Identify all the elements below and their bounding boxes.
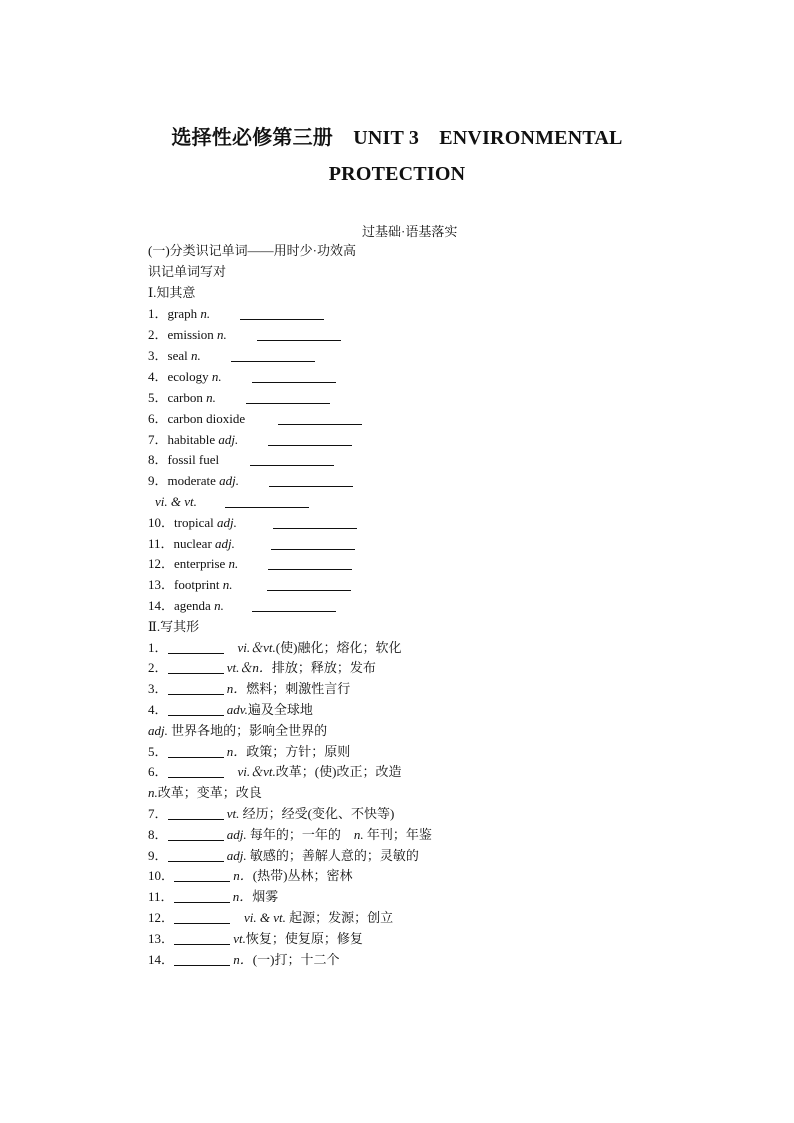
vocab-item: [148, 368, 336, 386]
item-meaning: 改革；(使)改正；改造: [275, 764, 402, 779]
vocab-item: [148, 389, 330, 407]
item-meaning: 经历；经受(变化、不快等): [239, 806, 395, 821]
item-number: 4．: [148, 369, 168, 384]
item-number: 4．: [148, 702, 168, 717]
section-subheading: 识记单词写对: [148, 264, 227, 279]
item-meaning: 排放；释放；发布: [271, 660, 376, 675]
spelling-item: [148, 888, 278, 906]
item-number: 13．: [148, 931, 175, 946]
vocab-item: [148, 535, 355, 553]
item-pos: adj.: [226, 848, 247, 863]
item-pos: n．: [226, 744, 247, 759]
answer-blank[interactable]: [278, 410, 362, 425]
item-pos: vi. & vt.: [155, 494, 197, 509]
item-number: 5．: [148, 390, 168, 405]
item-number: 1．: [148, 640, 168, 655]
item-number: 1．: [148, 306, 168, 321]
item-pos: adj.: [216, 515, 237, 530]
item-word: seal: [167, 348, 188, 363]
item-word: carbon: [167, 390, 203, 405]
answer-blank[interactable]: [168, 805, 224, 820]
item-word: habitable: [167, 432, 216, 447]
vocab-item: [148, 514, 357, 532]
spelling-item: [148, 763, 401, 781]
item-number: 11．: [148, 536, 174, 551]
part2-title: Ⅱ.写其形: [148, 619, 200, 634]
item-number: 8．: [148, 827, 168, 842]
answer-blank[interactable]: [174, 888, 230, 903]
item-number: 12．: [148, 556, 175, 571]
answer-blank[interactable]: [168, 659, 224, 674]
vocab-item: [148, 472, 353, 490]
answer-blank[interactable]: [269, 472, 353, 487]
item-pos: n.: [148, 785, 158, 800]
spelling-item: [148, 743, 350, 761]
item-pos: adj.: [219, 473, 240, 488]
vocab-item: [148, 347, 315, 365]
item-meaning: 政策；方针；原则: [246, 744, 351, 759]
item-word: moderate: [167, 473, 216, 488]
item-pos: adj.: [215, 536, 235, 551]
item-word: carbon dioxide: [167, 411, 246, 426]
item-number: 5．: [148, 744, 168, 759]
item-number: 9．: [148, 848, 168, 863]
item-pos: n.: [217, 327, 227, 342]
item-pos: adj.: [226, 827, 247, 842]
item-word: enterprise: [174, 556, 226, 571]
item-pos: adv.: [226, 702, 248, 717]
vocab-item: [155, 493, 309, 511]
answer-blank[interactable]: [271, 535, 355, 550]
item-word: graph: [167, 306, 198, 321]
spelling-item-cont: [148, 784, 262, 802]
answer-blank[interactable]: [168, 763, 224, 778]
spelling-item: [148, 847, 419, 865]
spelling-item: [148, 951, 339, 969]
item-pos-2: n.: [353, 827, 364, 842]
item-number: 7．: [148, 806, 168, 821]
item-pos: n.: [214, 598, 224, 613]
item-pos: vt.: [233, 931, 246, 946]
answer-blank[interactable]: [168, 743, 224, 758]
answer-blank[interactable]: [174, 951, 230, 966]
item-pos: n.: [228, 556, 239, 571]
item-number: 10．: [148, 868, 175, 883]
spelling-item: [148, 805, 394, 823]
spelling-item: [148, 680, 350, 698]
item-pos: n．: [233, 868, 253, 883]
item-meaning: (一)打；十二个: [252, 952, 340, 967]
answer-blank[interactable]: [252, 597, 336, 612]
item-meaning: 起源；发源；创立: [285, 910, 394, 925]
item-number: 3．: [148, 681, 168, 696]
part1-title: Ⅰ.知其意: [148, 285, 196, 300]
spelling-item: [148, 909, 393, 927]
item-number: 8．: [148, 452, 168, 467]
answer-blank[interactable]: [174, 909, 230, 924]
item-meaning: 遍及全球地: [247, 702, 313, 717]
vocab-item: [148, 305, 324, 323]
item-number: 9．: [148, 473, 168, 488]
vocab-item: [148, 410, 362, 428]
answer-blank[interactable]: [268, 555, 352, 570]
item-word: footprint: [174, 577, 220, 592]
item-pos: n．: [232, 889, 253, 904]
item-word: fossil fuel: [167, 452, 220, 467]
item-pos: vt.: [226, 806, 240, 821]
item-pos: n.: [206, 390, 216, 405]
item-number: 10．: [148, 515, 175, 530]
item-meaning: 改革；变革；改良: [157, 785, 262, 800]
answer-blank[interactable]: [267, 576, 351, 591]
answer-blank[interactable]: [168, 680, 224, 695]
spelling-item: [148, 659, 376, 677]
answer-blank[interactable]: [225, 493, 309, 508]
section-heading: (一)分类识记单词——用时少·功效高: [148, 243, 356, 258]
spelling-item: [148, 826, 432, 844]
item-number: 6．: [148, 411, 168, 426]
vocab-item: [148, 431, 352, 449]
item-meaning: 敏感的；善解人意的；灵敏的: [246, 848, 419, 863]
item-number: 2．: [148, 660, 168, 675]
item-pos: n.: [190, 348, 201, 363]
answer-blank[interactable]: [252, 368, 336, 383]
answer-blank[interactable]: [168, 701, 224, 716]
item-pos: vi.＆vt.: [237, 640, 276, 655]
item-meaning: (使)融化；熔化；软化: [275, 640, 402, 655]
item-number: 12．: [148, 910, 175, 925]
item-pos: vi.＆vt.: [237, 764, 276, 779]
item-pos: adj.: [218, 432, 239, 447]
answer-blank[interactable]: [268, 431, 352, 446]
item-number: 14．: [148, 598, 175, 613]
answer-blank[interactable]: [250, 451, 334, 466]
answer-blank[interactable]: [168, 639, 224, 654]
answer-blank[interactable]: [273, 514, 357, 529]
vocab-item: [148, 451, 334, 469]
item-number: 14．: [148, 952, 175, 967]
item-pos: adj.: [148, 723, 168, 738]
vocab-item: [148, 555, 352, 573]
answer-blank[interactable]: [168, 826, 224, 841]
item-number: 6．: [148, 764, 168, 779]
item-meaning: 每年的；一年的: [246, 827, 354, 842]
vocab-item: [148, 576, 351, 594]
answer-blank[interactable]: [168, 847, 224, 862]
item-number: 7．: [148, 432, 168, 447]
page-title-line1: 选择性必修第三册 UNIT 3 ENVIRONMENTAL: [171, 127, 623, 149]
vocab-item: [148, 597, 336, 615]
item-meaning: (热带)丛林；密林: [252, 868, 353, 883]
answer-blank[interactable]: [174, 867, 230, 882]
vocab-item: [148, 326, 341, 344]
item-word: nuclear: [173, 536, 212, 551]
item-word: ecology: [167, 369, 209, 384]
item-pos: vt.＆n．: [226, 660, 272, 675]
answer-blank[interactable]: [257, 326, 341, 341]
item-pos: vi. & vt.: [244, 910, 286, 925]
spelling-item: [148, 639, 401, 657]
page-title-line2: PROTECTION: [328, 163, 466, 185]
item-pos: n.: [222, 577, 233, 592]
item-pos: n.: [200, 306, 211, 321]
item-meaning: 恢复；使复原；修复: [245, 931, 363, 946]
item-word: agenda: [174, 598, 211, 613]
item-number: 3．: [148, 348, 168, 363]
answer-blank[interactable]: [174, 930, 230, 945]
item-number: 11．: [148, 889, 174, 904]
item-pos: n．: [233, 952, 253, 967]
item-meaning: 燃料；刺激性言行: [246, 681, 351, 696]
item-number: 2．: [148, 327, 168, 342]
answer-blank[interactable]: [240, 305, 324, 320]
item-meaning: 世界各地的；影响全世界的: [167, 723, 328, 738]
section-subhead: 过基础·语基落实: [362, 224, 458, 239]
spelling-item: [148, 930, 363, 948]
item-meaning-2: 年刊；年鉴: [363, 827, 432, 842]
answer-blank[interactable]: [231, 347, 315, 362]
item-number: 13．: [148, 577, 175, 592]
item-pos: n．: [226, 681, 247, 696]
item-word: emission: [167, 327, 214, 342]
item-pos: n.: [211, 369, 222, 384]
answer-blank[interactable]: [246, 389, 330, 404]
item-word: tropical: [174, 515, 214, 530]
spelling-item: [148, 867, 352, 885]
spelling-item-cont: [148, 722, 327, 740]
spelling-item: [148, 701, 313, 719]
item-meaning: 烟雾: [252, 889, 279, 904]
